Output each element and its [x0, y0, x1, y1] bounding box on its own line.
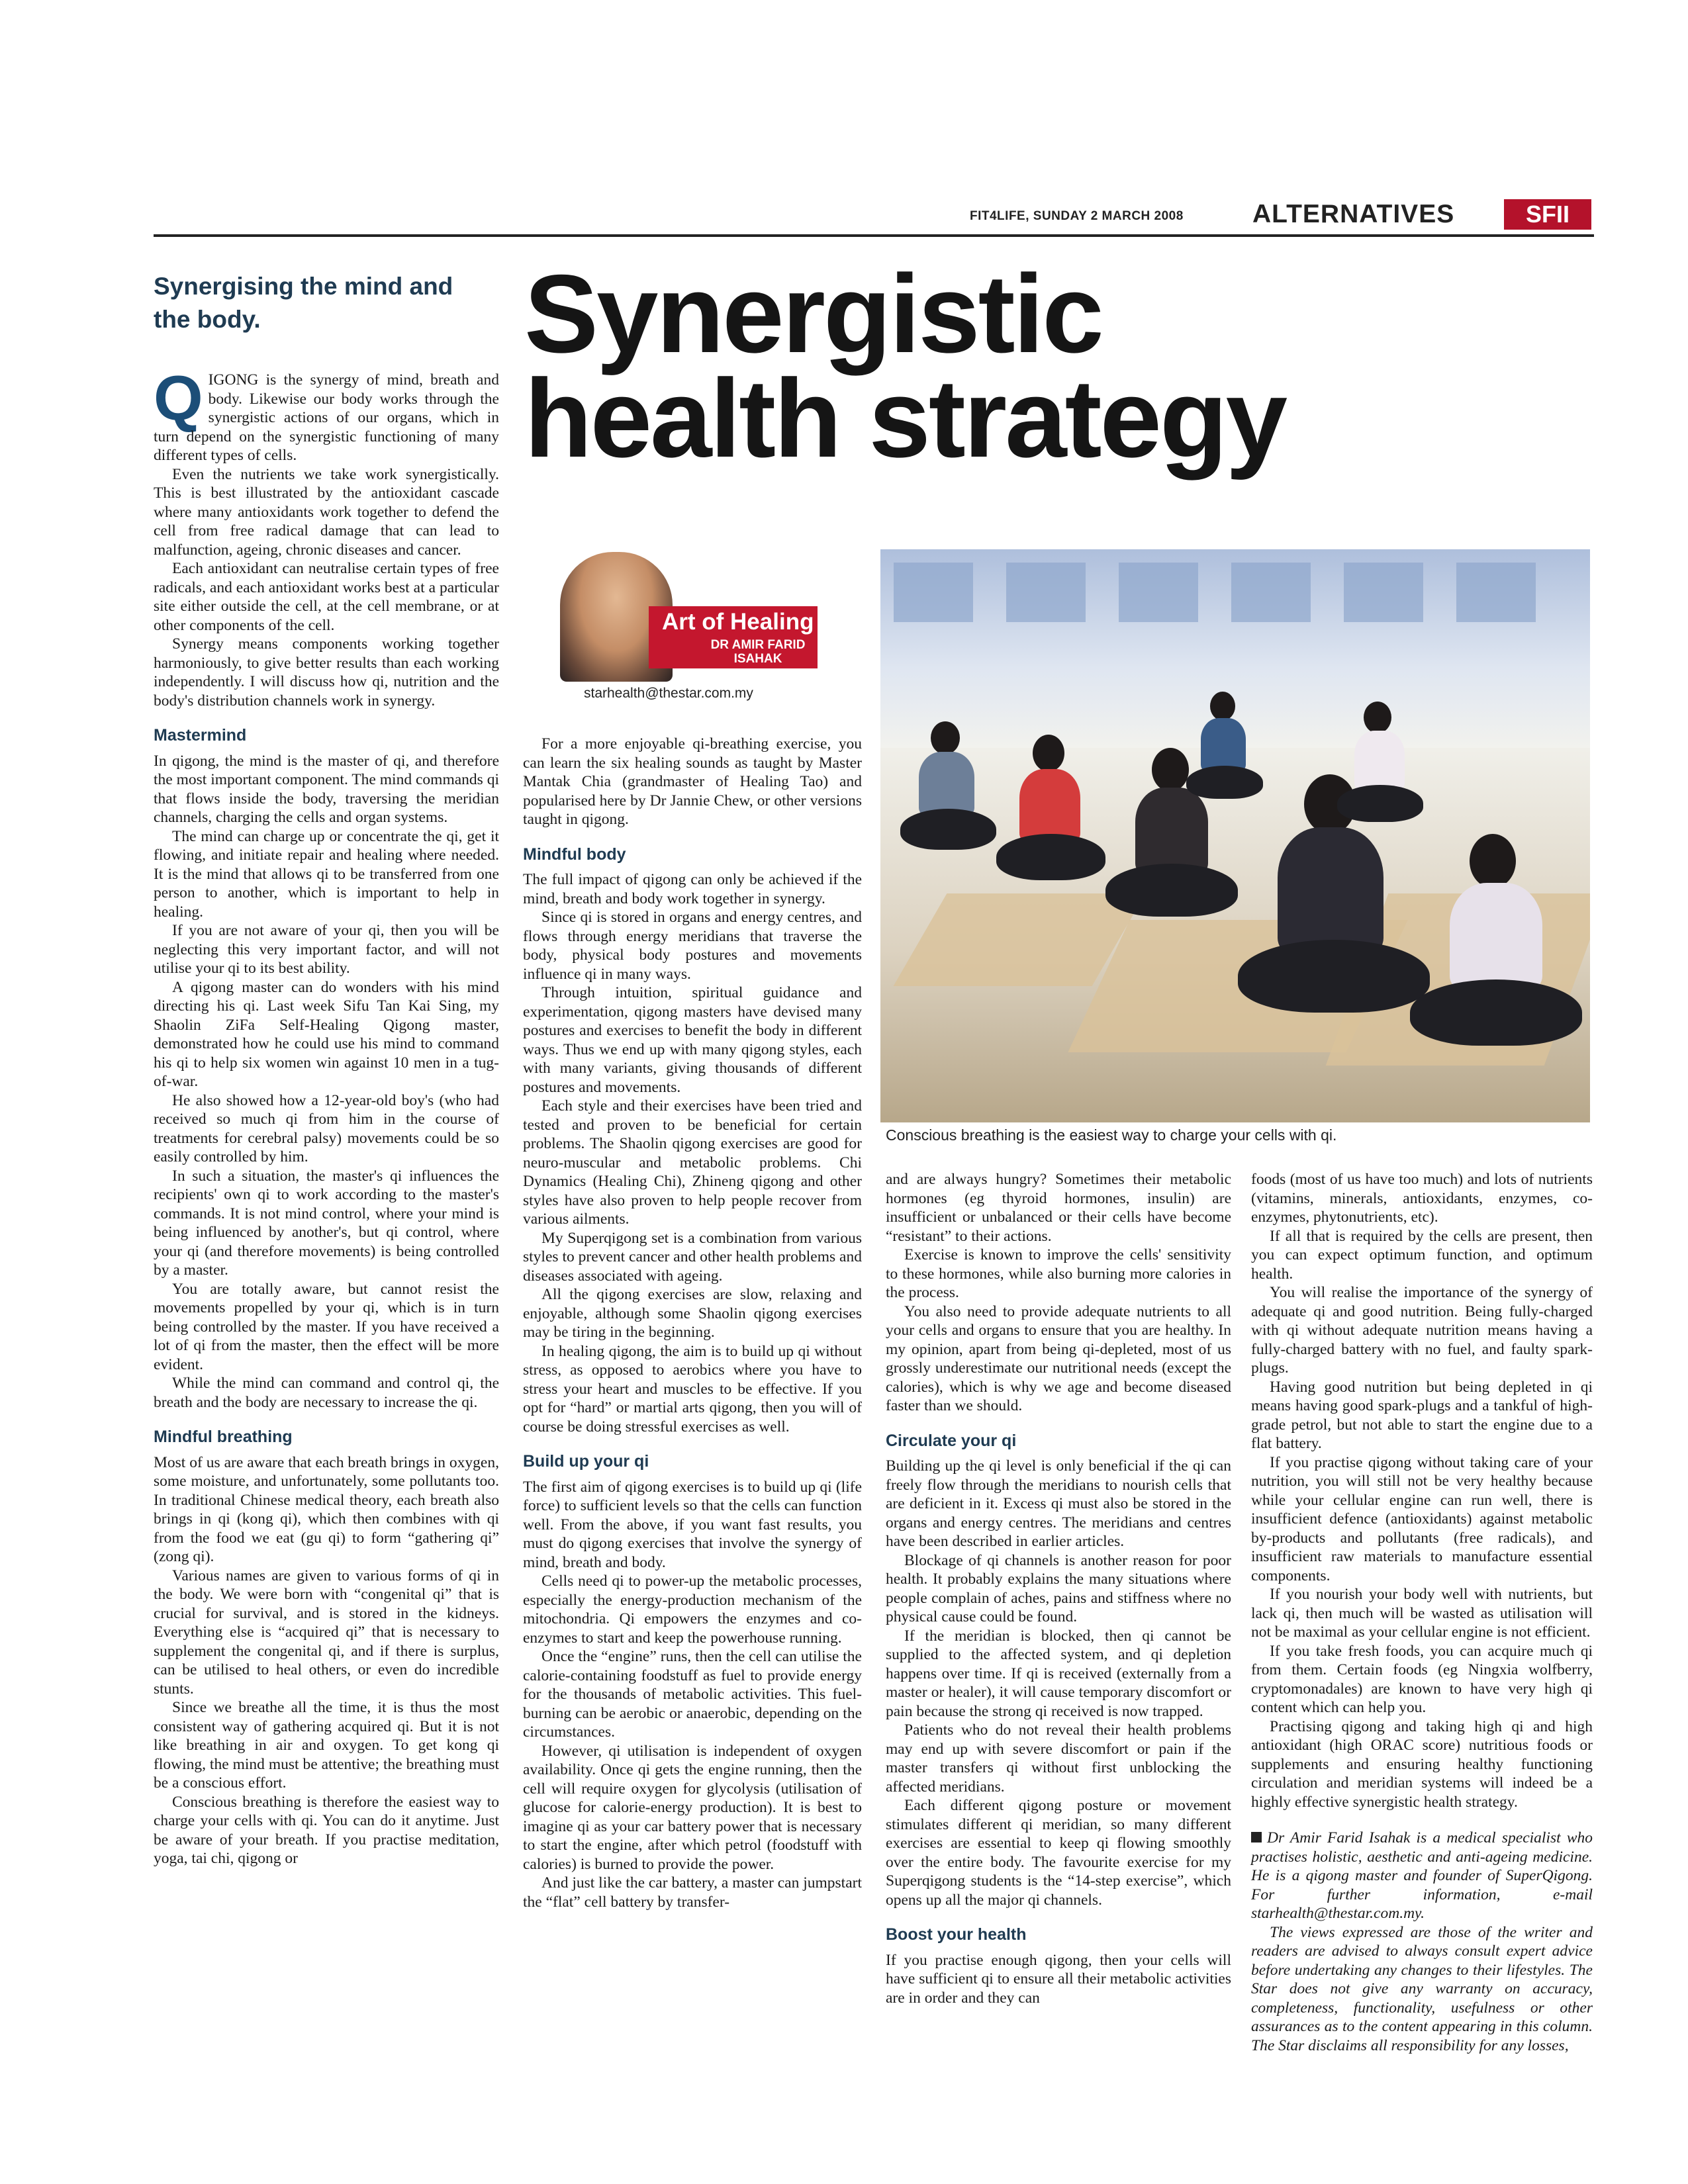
body-paragraph: Once the “engine” runs, then the cell can utilise the calorie-containing foodstuff as fuel to provide energy for the thousands of metabolic activities. This fuel-burning can be aerobic or anaerobic, depending on the circumstances.: [523, 1648, 862, 1741]
body-paragraph: However, qi utilisation is independent of oxygen availability. Once qi gets the engine running, then the cell will require oxygen for glycolysis (utilisation of glucose for calorie-energy production). It is best to imagine qi as your car battery power that is necessary to start the engine, after which petrol (foodstuff with calories) is burned to provide the power.: [523, 1742, 862, 1873]
headline-line-2: health strategy: [524, 356, 1286, 480]
body-paragraph: If all that is required by the cells are present, then you can expect optimum function, and optimum health.: [1251, 1227, 1593, 1283]
author-bio: [1251, 1829, 1593, 1923]
subhead-mindful-body: Mindful body: [523, 844, 626, 864]
body-paragraph: Various names are given to various forms of qi in the body. We were born with “congenital qi” that is crucial for survival, and is stored in the kidneys. Everything else is “acquired qi” that is necessary to supplement the congenital qi, and if there is surplus, can be utilised to heal others, or even do incredible stunts.: [154, 1567, 499, 1698]
body-paragraph: He also showed how a 12-year-old boy's (who had received so much qi from him in the course of treatments for cerebral palsy) movements could be so easily controlled by him.: [154, 1091, 499, 1165]
subhead-mastermind: Mastermind: [154, 726, 247, 745]
column-3: [886, 1170, 1231, 2007]
disclaimer: The views expressed are those of the writer and readers are advised to always consult expert advice before undertaking any changes to their lifestyles. The Star does not give any warranty on accuracy, completeness, functionality, usefulness or other assurances as to the content appearing in this column. The Star disclaims all responsibility for any losses,: [1251, 1923, 1593, 2054]
body-paragraph: The mind can charge up or concentrate the qi, get it flowing, and initiate repair and healing where needed. It is the mind that allows qi to be transferred from one person to another, which is important to help in healing.: [154, 827, 499, 921]
column-2: [523, 735, 862, 1911]
subhead-boost-your-health: Boost your health: [886, 1925, 1027, 1944]
body-paragraph: And just like the car battery, a master can jumpstart the “flat” cell battery by transfer-: [523, 1874, 862, 1911]
headline-line-1: Synergistic: [524, 251, 1102, 376]
photo-window: [894, 563, 973, 622]
intro-paragraph: [154, 363, 499, 465]
issue-date-line: FIT4LIFE, SUNDAY 2 MARCH 2008: [970, 209, 1184, 223]
photo-window: [1006, 563, 1086, 622]
author-bio-text: Dr Amir Farid Isahak is a medical specialist who practises holistic, aesthetic and anti-ageing medicine. He is a qigong master and founder of SuperQigong. For further information, e-mail starhealth@thestar.com.my.: [1251, 1829, 1593, 1922]
body-paragraph: Even the nutrients we take work synergistically. This is best illustrated by the antioxidant cascade where many antioxidants work together to defend the cell from free radical damage that can lead to malfunction, ageing, chronic diseases and cancer.: [154, 465, 499, 559]
article-photo: [880, 549, 1590, 1122]
body-paragraph: If you nourish your body well with nutrients, but lack qi, then much will be wasted as utilisation will not be maximal as your cellular engine is not efficient.: [1251, 1586, 1593, 1641]
body-paragraph: Practising qigong and taking high qi and high antioxidant (high ORAC score) nutritious foods or supplements and ensuring healthy functioning circulation and meridian systems will indeed be a highly effective synergistic health strategy.: [1251, 1717, 1593, 1811]
body-paragraph: If you take fresh foods, you can acquire much qi from them. Certain foods (eg Ningxia wolfberry, cryptomonadales) are known to have very high qi content which can help you.: [1251, 1642, 1593, 1716]
body-paragraph: Having good nutrition but being depleted in qi means having good spark-plugs and a tankful of high-grade petrol, but not able to start the engine due to a flat battery.: [1251, 1378, 1593, 1452]
body-paragraph: If you practise enough qigong, then your cells will have sufficient qi to ensure all their metabolic activities are in order and they can: [886, 1951, 1231, 2007]
subhead-circulate-your-qi: Circulate your qi: [886, 1431, 1017, 1450]
body-paragraph: Cells need qi to power-up the metabolic processes, especially the energy-production mechanism of the mitochondria. Qi empowers the enzymes and co-enzymes to start and keep the powerhouse running.: [523, 1572, 862, 1647]
article-headline: [524, 251, 1451, 480]
author-name: DR AMIR FARID ISAHAK: [710, 638, 806, 666]
page-badge: SFII: [1504, 199, 1591, 230]
body-paragraph: In qigong, the mind is the master of qi, and therefore the most important component. The mind commands qi that flows inside the body, traversing the meridian channels, charging the cells and organ systems.: [154, 752, 499, 826]
body-paragraph: For a more enjoyable qi-breathing exercise, you can learn the six healing sounds as taught by Master Mantak Chia (grandmaster of Healing Tao) and popularised here by Dr Jannie Chew, or other versions taught in qigong.: [523, 735, 862, 828]
column-name: Art of Healing: [662, 609, 814, 635]
body-paragraph: A qigong master can do wonders with his mind directing his qi. Last week Sifu Tan Kai Sing, my Shaolin ZiFa Self-Healing Qigong master, demonstrated how he could use his mind to command his qi to help six women win against 10 men in a tug-of-war.: [154, 978, 499, 1090]
body-paragraph: Exercise is known to improve the cells' sensitivity to these hormones, while also burning more calories in the process.: [886, 1246, 1231, 1301]
body-paragraph: Each style and their exercises have been tried and tested and proven to be beneficial for certain problems. The Shaolin qigong exercises are good for neuro-muscular and metabolic problems. Chi Dynamics (Healing Chi), Zhineng qigong and other styles have also proven to help people recover from various ailments.: [523, 1097, 862, 1228]
byline-block: [556, 549, 821, 682]
body-paragraph: Patients who do not reveal their health problems may end up with severe discomfort or pain if the master transfers qi without first unblocking the affected meridians.: [886, 1721, 1231, 1796]
photo-window: [1231, 563, 1311, 622]
body-paragraph: The first aim of qigong exercises is to build up qi (life force) to sufficient levels so that the cells can function well. From the above, if you want fast results, you must do qigong exercises that involve the synergy of mind, breath and body.: [523, 1478, 862, 1571]
body-paragraph: If you practise qigong without taking care of your nutrition, you will still not be very healthy because while your cellular engine can run well, there is insufficient defence (antioxidants) against metabolic by-products and pollutants (free radicals), and insufficient raw materials to manufacture essential components.: [1251, 1453, 1593, 1584]
subhead-build-up-your-qi: Build up your qi: [523, 1452, 649, 1471]
body-paragraph: All the qigong exercises are slow, relaxing and enjoyable, although some Shaolin qigong exercises may be tiring in the beginning.: [523, 1286, 862, 1341]
body-paragraph: You also need to provide adequate nutrients to all your cells and organs to ensure that you are healthy. In my opinion, apart from being qi-depleted, most of us grossly underestimate our nutritional needs (except the calories), which is why we age and become diseased faster than we should.: [886, 1302, 1231, 1414]
photo-window: [1344, 563, 1423, 622]
body-paragraph: Conscious breathing is therefore the easiest way to charge your cells with qi. You can do it anytime. Just be aware of your breath. If you practise meditation, yoga, tai chi, qigong or: [154, 1793, 499, 1867]
body-paragraph: Each antioxidant can neutralise certain types of free radicals, and each antioxidant works best at a particular site either outside the cell, at the cell membrane, or at other components of the cell.: [154, 560, 499, 634]
body-paragraph: Synergy means components working together harmoniously, to give better results than each working independently. I will discuss how qi, nutrition and the body's distribution channels work in synergy.: [154, 635, 499, 709]
body-paragraph: and are always hungry? Sometimes their metabolic hormones (eg thyroid hormones, insulin) are insufficient or unbalanced or their cells have become “resistant” to their actions.: [886, 1171, 1231, 1245]
body-paragraph: Since we breathe all the time, it is thus the most consistent way of gathering acquired qi. But it is not like breathing in air and oxygen. To get kong qi flowing, the mind must be attentive; the breathing must be a conscious effort.: [154, 1699, 499, 1792]
body-paragraph: If you are not aware of your qi, then you will be neglecting this very important factor, and will not utilise your qi to its best ability.: [154, 922, 499, 977]
header-rule: [154, 234, 1594, 237]
body-paragraph: If the meridian is blocked, then qi cannot be supplied to the affected system, and qi depletion happens over time. If qi is received (externally from a master or healer), it will cause temporary discomfort or pain because the strong qi received is now trapped.: [886, 1627, 1231, 1720]
photo-window: [1119, 563, 1198, 622]
photo-caption: Conscious breathing is the easiest way to charge your cells with qi.: [886, 1126, 1337, 1144]
column-4: [1251, 1170, 1593, 2055]
body-paragraph: Most of us are aware that each breath brings in oxygen, some moisture, and unfortunately, some pollutants too. In traditional Chinese medical theory, each breath also brings in qi (kong qi), which then combines with qi from the food we eat (gu qi) to form “gathering qi” (zong qi).: [154, 1453, 499, 1565]
body-paragraph: Since qi is stored in organs and energy centres, and flows through energy meridians that traverse the body, physical body postures and movements influence qi in many ways.: [523, 909, 862, 983]
body-paragraph: You will realise the importance of the synergy of adequate qi and good nutrition. Being fully-charged with qi without adequate nutrition means having a fully-charged battery with no fuel, and faulty spark-plugs.: [1251, 1284, 1593, 1377]
body-paragraph: My Superqigong set is a combination from various styles to prevent cancer and other health problems and diseases associated with ageing.: [523, 1229, 862, 1285]
body-paragraph: Blockage of qi channels is another reason for poor health. It probably explains the many situations where people complain of aches, pains and stiffness where no physical cause could be found.: [886, 1551, 1231, 1625]
subhead-mindful-breathing: Mindful breathing: [154, 1428, 293, 1446]
body-paragraph: In such a situation, the master's qi influences the recipients' own qi to work according to the master's commands. It is not mind control, where your mind is being influenced by another's, but qi control, where your qi (and therefore movements) is being controlled by a master.: [154, 1167, 499, 1279]
article-kicker: Synergising the mind and the body.: [154, 273, 453, 333]
body-paragraph: The full impact of qigong can only be achieved if the mind, breath and body work together in synergy.: [523, 871, 862, 907]
column-1: [154, 363, 499, 1868]
body-paragraph: Through intuition, spiritual guidance and experimentation, qigong masters have devised many postures and exercises to benefit the body in different ways. Thus we end up with many qigong styles, each with many variants, giving thousands of different postures and movements.: [523, 984, 862, 1096]
section-title: ALTERNATIVES: [1252, 200, 1455, 228]
photo-window: [1456, 563, 1536, 622]
body-paragraph: You are totally aware, but cannot resist the movements propelled by your qi, which is in turn being controlled by the master. If you have received a lot of qi from the master, then the effect will be more evident.: [154, 1280, 499, 1373]
author-email-link[interactable]: starhealth@thestar.com.my: [584, 686, 753, 701]
drop-cap: Q: [154, 363, 203, 433]
intro-text: IGONG is the synergy of mind, breath and body. Likewise our body works through the synergistic actions of our organs, which in turn depend on the synergistic functioning of many different types of cells.: [154, 371, 499, 464]
body-paragraph: Building up the qi level is only beneficial if the qi can freely flow through the meridians to nourish cells that are deficient in it. Excess qi must also be stored in the organs and energy centres. The meridians and centres have been described in earlier articles.: [886, 1457, 1231, 1550]
body-paragraph: While the mind can command and control qi, the breath and the body are necessary to increase the qi.: [154, 1375, 499, 1411]
bullet-square-icon: [1251, 1832, 1262, 1843]
body-paragraph: Each different qigong posture or movement stimulates different qi meridian, so many different exercises are essential to keep qi flowing smoothly over the entire body. The favourite exercise for my Superqigong students is the “14-step exercise”, which opens up all the major qi channels.: [886, 1797, 1231, 1909]
body-paragraph: foods (most of us have too much) and lots of nutrients (vitamins, minerals, antioxidants, enzymes, co-enzymes, phytonutrients, etc).: [1251, 1171, 1593, 1226]
body-paragraph: In healing qigong, the aim is to build up qi without stress, as opposed to aerobics where you have to stress your heart and muscles to be effective. If you opt for “hard” or martial arts qigong, then you will of course be doing stressful exercises as well.: [523, 1342, 862, 1435]
